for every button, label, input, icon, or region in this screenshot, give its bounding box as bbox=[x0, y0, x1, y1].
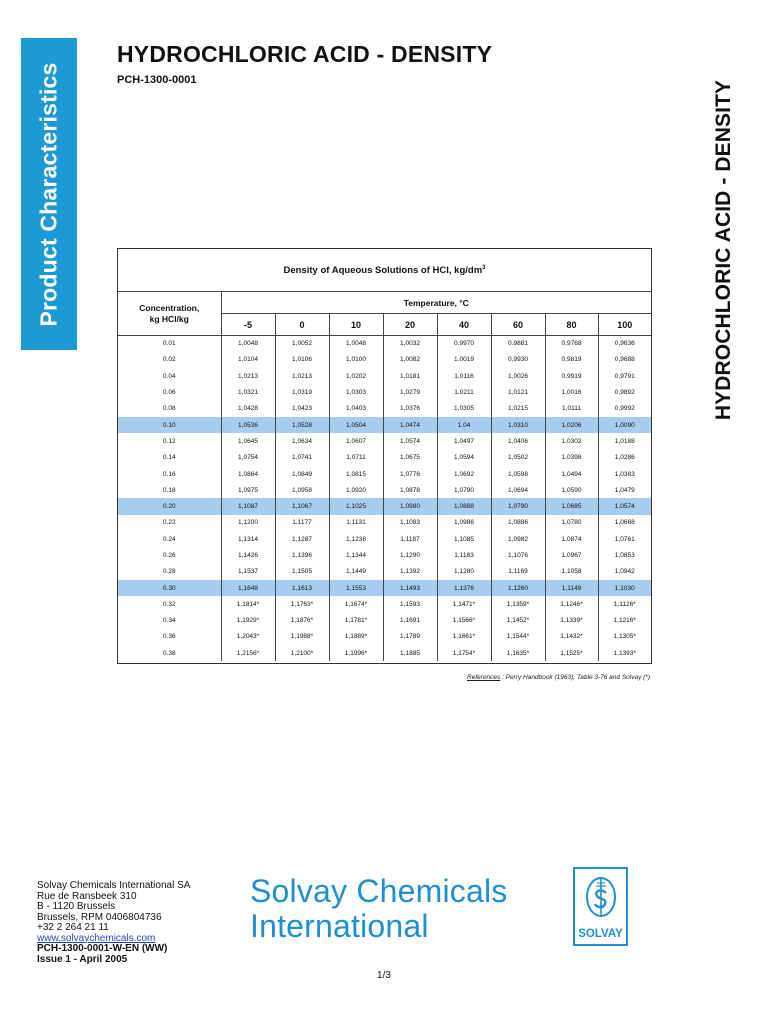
density-cell: 1,0376 bbox=[383, 401, 437, 417]
solvay-logo bbox=[573, 867, 628, 946]
concentration-cell: 0.26 bbox=[118, 547, 221, 563]
density-cell: 1,0305 bbox=[437, 401, 491, 417]
side-band bbox=[21, 38, 77, 350]
density-cell: 1,1493 bbox=[383, 580, 437, 596]
concentration-cell: 0.16 bbox=[118, 466, 221, 482]
density-cell: 1,0574 bbox=[383, 433, 437, 449]
density-cell: 1,1674* bbox=[329, 596, 383, 612]
density-cell: 0,9819 bbox=[545, 352, 598, 368]
density-cell: 1,0106 bbox=[275, 352, 329, 368]
density-cell: 0.9881 bbox=[491, 336, 545, 352]
density-cell: 1,0776 bbox=[383, 466, 437, 482]
density-cell: 0,9791 bbox=[598, 368, 651, 384]
density-cell: 1,0032 bbox=[383, 336, 437, 352]
density-cell: 1,1216* bbox=[598, 613, 651, 629]
density-table-body bbox=[118, 336, 651, 662]
density-cell: 1,0920 bbox=[329, 482, 383, 498]
density-cell: 1,0967 bbox=[545, 547, 598, 563]
density-cell: 1,0668 bbox=[598, 515, 651, 531]
density-cell: 1,0100 bbox=[329, 352, 383, 368]
temperature-column-header: 40 bbox=[437, 314, 491, 336]
brand-line-2: International bbox=[250, 908, 429, 944]
density-cell: 1,1566* bbox=[437, 613, 491, 629]
concentration-cell: 0.28 bbox=[118, 564, 221, 580]
density-table bbox=[118, 291, 651, 661]
density-cell: 1,0494 bbox=[545, 466, 598, 482]
density-cell: 1,1996* bbox=[329, 645, 383, 661]
density-cell: 1,0711 bbox=[329, 450, 383, 466]
density-cell: 1,0528 bbox=[275, 417, 329, 433]
density-cell: 1,0790 bbox=[491, 498, 545, 514]
density-cell: 0.9970 bbox=[437, 336, 491, 352]
references-label: References bbox=[467, 674, 501, 681]
density-cell: 1,0104 bbox=[221, 352, 275, 368]
density-cell: 1,0574 bbox=[598, 498, 651, 514]
density-cell: 1,1452* bbox=[491, 613, 545, 629]
density-cell: 1,1238 bbox=[329, 531, 383, 547]
density-cell: 1,1988* bbox=[275, 629, 329, 645]
density-cell: 0,9919 bbox=[545, 368, 598, 384]
temperature-column-header: 80 bbox=[545, 314, 598, 336]
table-row bbox=[118, 466, 651, 482]
density-cell: 1,0536 bbox=[221, 417, 275, 433]
density-cell: 1,1432* bbox=[545, 629, 598, 645]
density-cell: 1,1392 bbox=[383, 564, 437, 580]
table-row bbox=[118, 450, 651, 466]
density-cell: 1,0479 bbox=[598, 482, 651, 498]
references-note bbox=[300, 674, 650, 681]
density-cell: 1,0502 bbox=[491, 450, 545, 466]
density-cell: 1,1553 bbox=[329, 580, 383, 596]
density-cell: 1.04 bbox=[437, 417, 491, 433]
density-cell: 1,0082 bbox=[383, 352, 437, 368]
density-cell: 1,0310 bbox=[491, 417, 545, 433]
density-cell: 1,0016 bbox=[545, 384, 598, 400]
density-cell: 1,1754* bbox=[437, 645, 491, 661]
density-cell: 1,0590 bbox=[545, 482, 598, 498]
document-code: PCH-1300-0001 bbox=[117, 74, 197, 86]
density-cell: 1,1876* bbox=[275, 613, 329, 629]
density-cell: 1,0754 bbox=[221, 450, 275, 466]
density-cell: 1,1067 bbox=[275, 498, 329, 514]
density-cell: 1,0188 bbox=[598, 433, 651, 449]
density-cell: 1,1260 bbox=[491, 580, 545, 596]
density-cell: 1,1290 bbox=[383, 547, 437, 563]
density-cell: 1,1929* bbox=[221, 613, 275, 629]
concentration-header-line2: kg HCl/kg bbox=[149, 313, 189, 324]
table-row bbox=[118, 596, 651, 612]
footer-street: Rue de Ransbeek 310 bbox=[37, 890, 137, 902]
brand-wordmark bbox=[250, 874, 508, 944]
concentration-header-line1: Concentration, bbox=[139, 302, 200, 313]
concentration-cell: 0.30 bbox=[118, 580, 221, 596]
concentration-cell: 0.38 bbox=[118, 645, 221, 661]
density-cell: 1,1131 bbox=[329, 515, 383, 531]
density-cell: 1,0303 bbox=[329, 384, 383, 400]
density-cell: 1,0090 bbox=[598, 417, 651, 433]
density-cell: 1,0815 bbox=[329, 466, 383, 482]
table-row bbox=[118, 336, 651, 352]
right-vertical-title: HYDROCHLORIC ACID - DENSITY bbox=[712, 79, 736, 421]
temperature-column-header: -5 bbox=[221, 314, 275, 336]
logo-text: SOLVAY bbox=[578, 928, 623, 940]
table-row bbox=[118, 482, 651, 498]
density-cell: 1,0790 bbox=[437, 482, 491, 498]
footer-company: Solvay Chemicals International SA bbox=[37, 880, 191, 891]
density-cell: 1,1280 bbox=[437, 564, 491, 580]
density-cell: 1,0052 bbox=[275, 336, 329, 352]
concentration-cell: 0.01 bbox=[118, 336, 221, 352]
concentration-cell: 0.32 bbox=[118, 596, 221, 612]
density-cell: 1,1183 bbox=[437, 547, 491, 563]
density-cell: 1,1246* bbox=[545, 596, 598, 612]
density-cell: 1,0048 bbox=[221, 336, 275, 352]
density-cell: 1,0286 bbox=[598, 450, 651, 466]
density-cell: 1,1889* bbox=[329, 629, 383, 645]
temperature-column-header: 100 bbox=[598, 314, 651, 336]
temperature-column-header: 10 bbox=[329, 314, 383, 336]
table-row bbox=[118, 531, 651, 547]
density-cell: 1,0279 bbox=[383, 384, 437, 400]
density-cell: 1,0853 bbox=[598, 547, 651, 563]
density-cell: 1,0864 bbox=[221, 466, 275, 482]
table-row bbox=[118, 417, 651, 433]
table-row bbox=[118, 384, 651, 400]
density-cell: 1,0215 bbox=[491, 401, 545, 417]
density-cell: 1,1505 bbox=[275, 564, 329, 580]
density-cell: 1,0302 bbox=[545, 433, 598, 449]
density-cell: 1,0645 bbox=[221, 433, 275, 449]
density-cell: 1,0634 bbox=[275, 433, 329, 449]
concentration-cell: 0.12 bbox=[118, 433, 221, 449]
density-cell: 1.0019 bbox=[437, 352, 491, 368]
density-cell: 1,1287 bbox=[275, 531, 329, 547]
density-cell: 1,0111 bbox=[545, 401, 598, 417]
concentration-cell: 0.24 bbox=[118, 531, 221, 547]
density-cell: 1,1885 bbox=[383, 645, 437, 661]
density-cell: 1,1471* bbox=[437, 596, 491, 612]
density-cell: 1,1393* bbox=[598, 645, 651, 661]
density-cell: 1,0026 bbox=[491, 368, 545, 384]
density-cell: 1,0886 bbox=[491, 515, 545, 531]
table-row bbox=[118, 433, 651, 449]
temperature-column-header: 0 bbox=[275, 314, 329, 336]
density-cell: 1,0598 bbox=[491, 466, 545, 482]
density-cell: 1,2156* bbox=[221, 645, 275, 661]
density-cell: 1,1305* bbox=[598, 629, 651, 645]
density-cell: 1,0048 bbox=[329, 336, 383, 352]
right-title-band bbox=[700, 55, 748, 445]
density-cell: 1,0741 bbox=[275, 450, 329, 466]
density-cell: 1,1396 bbox=[275, 547, 329, 563]
concentration-cell: 0.08 bbox=[118, 401, 221, 417]
density-cell: 1,0504 bbox=[329, 417, 383, 433]
table-row bbox=[118, 352, 651, 368]
concentration-cell: 0.10 bbox=[118, 417, 221, 433]
density-cell: 0,9768 bbox=[545, 336, 598, 352]
density-cell: 1,1376 bbox=[437, 580, 491, 596]
table-row bbox=[118, 515, 651, 531]
density-cell: 1,0888 bbox=[437, 498, 491, 514]
density-table-frame bbox=[117, 248, 652, 664]
density-cell: 1,0319 bbox=[275, 384, 329, 400]
footer-issue: Issue 1 - April 2005 bbox=[37, 953, 128, 965]
density-cell: 1,0594 bbox=[437, 450, 491, 466]
density-cell: 1,1076 bbox=[491, 547, 545, 563]
table-row bbox=[118, 629, 651, 645]
density-cell: 1,1058 bbox=[545, 564, 598, 580]
density-cell: 1,0423 bbox=[275, 401, 329, 417]
density-cell: 1,1781* bbox=[329, 613, 383, 629]
density-cell: 1,0213 bbox=[221, 368, 275, 384]
density-cell: 1,1763* bbox=[275, 596, 329, 612]
density-cell: 1,1613 bbox=[275, 580, 329, 596]
density-cell: 1,0607 bbox=[329, 433, 383, 449]
table-caption bbox=[118, 265, 651, 276]
density-cell: 1,0761 bbox=[598, 531, 651, 547]
solvay-emblem-icon bbox=[583, 875, 619, 921]
density-cell: 1,1426 bbox=[221, 547, 275, 563]
concentration-cell: 0.14 bbox=[118, 450, 221, 466]
density-cell: 1,0780 bbox=[545, 515, 598, 531]
footer-rpm: Brussels, RPM 0406804736 bbox=[37, 911, 162, 923]
density-cell: 1,0321 bbox=[221, 384, 275, 400]
concentration-cell: 0.06 bbox=[118, 384, 221, 400]
density-cell: 1,0403 bbox=[329, 401, 383, 417]
concentration-cell: 0.04 bbox=[118, 368, 221, 384]
table-row bbox=[118, 564, 651, 580]
density-cell: 1,1789 bbox=[383, 629, 437, 645]
density-cell: 1,0383 bbox=[598, 466, 651, 482]
density-cell: 1,1339* bbox=[545, 613, 598, 629]
density-cell: 1,1544* bbox=[491, 629, 545, 645]
density-cell: 1,0980 bbox=[383, 498, 437, 514]
density-cell: 0,9688 bbox=[598, 352, 651, 368]
density-cell: 1,0398 bbox=[545, 450, 598, 466]
density-cell: 1,0692 bbox=[437, 466, 491, 482]
density-cell: 1,1525* bbox=[545, 645, 598, 661]
table-row bbox=[118, 368, 651, 384]
density-cell: 1,1593 bbox=[383, 596, 437, 612]
density-cell: 0,9930 bbox=[491, 352, 545, 368]
density-cell: 1,1200 bbox=[221, 515, 275, 531]
density-cell: 0,9892 bbox=[598, 384, 651, 400]
density-cell: 1,1648 bbox=[221, 580, 275, 596]
density-cell: 1,0206 bbox=[545, 417, 598, 433]
table-row bbox=[118, 547, 651, 563]
density-cell: 1,0975 bbox=[221, 482, 275, 498]
density-cell: 1,1661* bbox=[437, 629, 491, 645]
density-cell: 1,0211 bbox=[437, 384, 491, 400]
density-cell: 1,1187 bbox=[383, 531, 437, 547]
density-cell: 1,1025 bbox=[329, 498, 383, 514]
density-cell: 1,0121 bbox=[491, 384, 545, 400]
references-text: : Perry Handbook (1963), Table 3-76 and Solvay (*) bbox=[500, 674, 650, 681]
table-row bbox=[118, 645, 651, 661]
density-cell: 1,0202 bbox=[329, 368, 383, 384]
density-cell: 1,1149 bbox=[545, 580, 598, 596]
table-row bbox=[118, 613, 651, 629]
temperature-header: Temperature, °C bbox=[221, 292, 651, 314]
side-band-label: Product Characteristics bbox=[35, 61, 62, 327]
density-cell: 1,1126* bbox=[598, 596, 651, 612]
concentration-cell: 0.18 bbox=[118, 482, 221, 498]
density-cell: 1.0497 bbox=[437, 433, 491, 449]
footer-doc-ref: PCH-1300-0001-W-EN (WW) bbox=[37, 943, 168, 954]
density-cell: 1,0675 bbox=[383, 450, 437, 466]
density-cell: 1,0116 bbox=[437, 368, 491, 384]
concentration-header bbox=[118, 292, 221, 336]
density-cell: 1,1314 bbox=[221, 531, 275, 547]
concentration-cell: 0.34 bbox=[118, 613, 221, 629]
concentration-cell: 0.36 bbox=[118, 629, 221, 645]
density-cell: 1,1177 bbox=[275, 515, 329, 531]
density-cell: 1,0474 bbox=[383, 417, 437, 433]
density-cell: 1,1344 bbox=[329, 547, 383, 563]
density-cell: 1,0213 bbox=[275, 368, 329, 384]
temperature-column-header: 60 bbox=[491, 314, 545, 336]
density-cell: 1,0982 bbox=[491, 531, 545, 547]
density-cell: 1,0942 bbox=[598, 564, 651, 580]
density-cell: 1,1814* bbox=[221, 596, 275, 612]
density-cell: 1,2043* bbox=[221, 629, 275, 645]
temperature-column-header: 20 bbox=[383, 314, 437, 336]
concentration-cell: 0.02 bbox=[118, 352, 221, 368]
footer-website-link[interactable]: www.solvaychemicals.com bbox=[37, 932, 156, 944]
density-cell: 1,1085 bbox=[437, 531, 491, 547]
footer-address bbox=[37, 881, 190, 965]
density-cell: 1,1030 bbox=[598, 580, 651, 596]
density-cell: 1,0685 bbox=[545, 498, 598, 514]
density-cell: 1,0849 bbox=[275, 466, 329, 482]
density-cell: 1,0181 bbox=[383, 368, 437, 384]
density-cell: 1,0874 bbox=[545, 531, 598, 547]
table-row bbox=[118, 498, 651, 514]
footer-city: B - 1120 Brussels bbox=[37, 901, 116, 912]
density-cell: 1,0694 bbox=[491, 482, 545, 498]
density-cell: 0,9636 bbox=[598, 336, 651, 352]
density-cell: 1,1691 bbox=[383, 613, 437, 629]
density-cell: 1,1449 bbox=[329, 564, 383, 580]
page-number: 1/3 bbox=[377, 970, 391, 981]
density-cell: 1,0878 bbox=[383, 482, 437, 498]
density-cell: 1,2100* bbox=[275, 645, 329, 661]
density-cell: 1,1635* bbox=[491, 645, 545, 661]
table-row bbox=[118, 580, 651, 596]
page-title: HYDROCHLORIC ACID - DENSITY bbox=[117, 41, 493, 67]
density-cell: 1,1169 bbox=[491, 564, 545, 580]
density-cell: 1,0428 bbox=[221, 401, 275, 417]
table-caption-text: Density of Aqueous Solutions of HCl, kg/dm bbox=[283, 265, 483, 277]
table-caption-superscript: 3 bbox=[482, 265, 486, 271]
footer-phone: +32 2 264 21 11 bbox=[37, 922, 109, 933]
brand-line-1: Solvay Chemicals bbox=[250, 873, 508, 909]
density-cell: 1,0958 bbox=[275, 482, 329, 498]
density-cell: 1,1083 bbox=[383, 515, 437, 531]
table-row bbox=[118, 401, 651, 417]
density-cell: 1,1359* bbox=[491, 596, 545, 612]
density-cell: 1,0406 bbox=[491, 433, 545, 449]
density-cell: 1,0986 bbox=[437, 515, 491, 531]
density-cell: 1,1537 bbox=[221, 564, 275, 580]
density-cell: 1,1087 bbox=[221, 498, 275, 514]
concentration-cell: 0.22 bbox=[118, 515, 221, 531]
density-cell: 0,9992 bbox=[598, 401, 651, 417]
concentration-cell: 0.20 bbox=[118, 498, 221, 514]
